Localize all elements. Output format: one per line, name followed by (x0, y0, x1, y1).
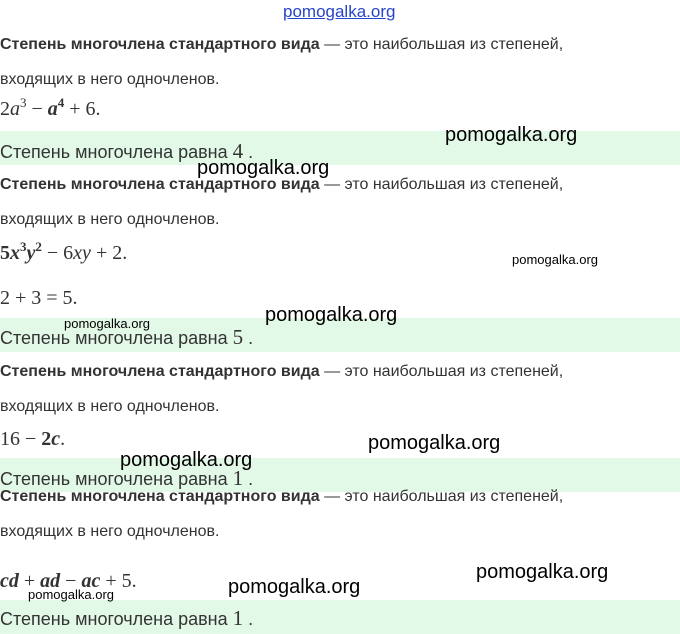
definition-term: Степень многочлена стандартного вида (0, 36, 320, 53)
watermark: pomogalka.org (445, 124, 578, 146)
watermark: pomogalka.org (197, 157, 330, 179)
polynomial-expression-2: $5x^3y^2 - 6xy + 2$. (0, 239, 128, 264)
answer-2: Степень многочлена равна 5 . (0, 325, 254, 349)
definition-line1: Степень многочлена стандартного вида — это наибольшая из степеней, (0, 363, 564, 380)
polynomial-expression-4: cd + ad − ac + 5. (0, 570, 137, 592)
polynomial-expression-1: $2a^3 - a^4 + 6$. (0, 95, 101, 120)
watermark: pomogalka.org (476, 561, 609, 583)
definition-line1: Степень многочлена стандартного вида — это наибольшая из степеней, (0, 176, 564, 193)
watermark: pomogalka.org (64, 316, 150, 331)
answer-1: Степень многочлена равна 4 . (0, 139, 254, 163)
watermark: pomogalka.org (265, 304, 398, 326)
definition-line1: Степень многочлена стандартного вида — это наибольшая из степеней, (0, 488, 564, 505)
polynomial-expression-3: 16 − 2c. (0, 428, 66, 450)
answer-4: Степень многочлена равна 1 . (0, 606, 254, 630)
definition-line1 (0, 36, 563, 54)
definition-line2: входящих в него одночленов. (0, 71, 220, 88)
definition-line2: входящих в него одночленов. (0, 211, 220, 228)
answer-3: Степень многочлена равна 1 . (0, 466, 254, 490)
definition-rest: — это наибольшая из степеней, (319, 36, 564, 53)
watermark: pomogalka.org (28, 587, 114, 602)
watermark: pomogalka.org (512, 252, 598, 267)
watermark: pomogalka.org (368, 432, 501, 454)
definition-line2: входящих в него одночленов. (0, 523, 220, 540)
watermark: pomogalka.org (120, 449, 253, 471)
definition-line2: входящих в него одночленов. (0, 398, 220, 415)
watermark: pomogalka.org (228, 576, 361, 598)
degree-sum: 2 + 3 = 5. (0, 287, 78, 309)
watermark-top-link[interactable]: pomogalka.org (283, 2, 396, 21)
